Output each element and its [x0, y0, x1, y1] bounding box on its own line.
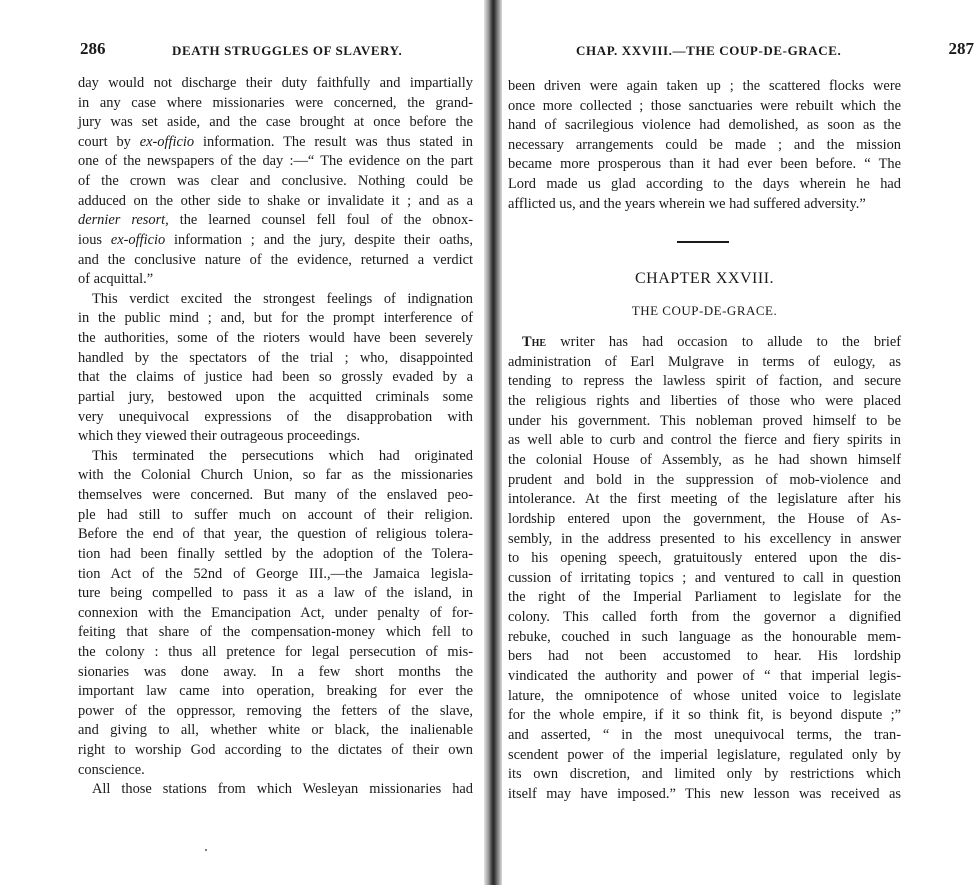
text-segment: lordship entered upon the government, the House of As-: [508, 510, 901, 527]
text-line: [508, 116, 901, 136]
text-line: [508, 510, 901, 530]
text-segment: that the claims of justice had been so grossly evaded by a: [78, 369, 473, 386]
text-segment: bers had not been accustomed to hear. His lordship: [508, 648, 901, 665]
text-segment: the authorities, some of the rioters would have been severely: [78, 330, 473, 347]
text-line: [78, 152, 473, 172]
text-segment: with the Colonial Church Union, so far as the missionaries: [78, 467, 473, 484]
text-segment: lature, the omnipotence of whose united voice to legislate: [508, 687, 901, 704]
text-segment: important law came into operation, breaking for ever the: [78, 683, 473, 700]
text-line: [508, 588, 901, 608]
text-line: [78, 447, 473, 467]
text-line: [508, 155, 901, 175]
text-line: [78, 545, 473, 565]
text-line: [78, 270, 473, 290]
text-line: [508, 706, 901, 726]
right-page-header: [576, 40, 974, 64]
text-line: [508, 746, 901, 766]
text-line: [78, 408, 473, 428]
text-segment: ious: [78, 231, 111, 248]
text-segment: of the crown was clear and conclusive. Nothing could be: [78, 173, 473, 190]
text-segment: tion Act of the 52nd of George III.,—the Jamaica legisla-: [78, 565, 473, 582]
text-line: [78, 604, 473, 624]
text-segment: hand of sacrilegious violence had demolished, as soon as the: [508, 117, 901, 134]
left-page-number: 286: [80, 39, 106, 58]
text-segment: Before the end of that year, the question of religious tolera-: [78, 526, 473, 543]
text-line: [508, 471, 901, 491]
text-line: [78, 388, 473, 408]
text-line: [508, 687, 901, 707]
text-line: [78, 486, 473, 506]
text-segment: feiting that share of the compensation-money which fell to: [78, 624, 473, 641]
text-segment: of acquittal.”: [78, 271, 154, 288]
text-segment: in the public mind ; and, but for the prompt interference of: [78, 310, 473, 327]
text-segment: as well able to curb and control the fierce and fiery spirits in: [508, 432, 901, 449]
text-line: [508, 372, 901, 392]
text-segment: afflicted us, and the years wherein we had suffered adversity.”: [508, 195, 866, 212]
text-segment: jury was set aside, and the case brought at once before the: [78, 114, 473, 131]
text-line: [78, 329, 473, 349]
text-segment: colony. This called forth from the governor a dignified: [508, 609, 901, 626]
text-segment: for the whole empire, if it so think fit, is beyond dispute ;”: [508, 707, 901, 724]
text-line: [78, 741, 473, 761]
text-line: [78, 466, 473, 486]
text-segment: sembly, in the address presented to his excellency in answer: [508, 530, 901, 547]
text-segment: the colony : thus all pretence for legal persecution of mis-: [78, 643, 473, 660]
italic-text: dernier resort,: [78, 212, 169, 229]
text-line: [78, 290, 473, 310]
text-line: [78, 721, 473, 741]
left-running-title: DEATH STRUGGLES OF SLAVERY.: [172, 43, 403, 58]
text-line: [78, 231, 473, 251]
text-segment: and giving to all, whether white or black, the inalienable: [78, 722, 473, 739]
text-line: [78, 682, 473, 702]
text-line: [78, 113, 473, 133]
text-segment: cussion of irritating topics ; and ventured to call in question: [508, 569, 901, 586]
text-segment: in any case where missionaries were concerned, the grand-: [78, 94, 473, 111]
text-line: [78, 663, 473, 683]
text-segment: information ; and the jury, despite their oaths,: [165, 231, 473, 248]
text-segment: adduced on the other side to shake or invalidate it ; and as a: [78, 192, 473, 209]
text-segment: very unequivocal expressions of the disapprobation with: [78, 408, 473, 425]
text-line: [508, 726, 901, 746]
text-line: [508, 97, 901, 117]
text-segment: writer has had occasion to allude to the brief: [546, 334, 901, 350]
text-line: [508, 431, 901, 451]
scan-speck: [205, 849, 207, 851]
small-caps-text: The: [522, 334, 547, 350]
text-line: [78, 349, 473, 369]
text-line: [78, 702, 473, 722]
text-segment: Lord made us glad according to the days wherein he had: [508, 176, 901, 192]
text-segment: information. The result was thus stated in: [194, 133, 474, 150]
text-segment: the learned counsel fell foul of the obnox-: [168, 212, 473, 229]
text-segment: necessary arrangements could be made ; and the mission: [508, 136, 901, 153]
text-line: [508, 333, 901, 353]
text-line: [508, 195, 901, 215]
right-page: [500, 0, 980, 885]
text-line: [78, 368, 473, 388]
text-segment: rebuke, couched in such language as the honourable mem-: [508, 628, 901, 645]
text-segment: one of the newspapers of the day :—“ The evidence on the part: [78, 153, 473, 170]
text-segment: ple had still to suffer much on account of their religion.: [78, 506, 473, 523]
text-segment: ture being compelled to pass it as a law of the island, in: [78, 585, 473, 602]
text-segment: its own discretion, and limited only by restrictions which: [508, 766, 901, 783]
text-segment: been driven were again taken up ; the scattered flocks were: [508, 78, 901, 94]
text-line: [508, 765, 901, 785]
text-line: [78, 780, 473, 800]
text-line: [508, 77, 901, 97]
text-segment: which they viewed their outrageous proceedings.: [78, 428, 361, 445]
text-line: [508, 175, 901, 195]
text-line: [78, 133, 473, 153]
text-line: [508, 451, 901, 471]
text-segment: intolerance. At the first meeting of the legislature after his: [508, 491, 901, 508]
text-segment: tion had been finally settled by the adoption of the Tolera-: [78, 545, 473, 562]
text-segment: right to worship God according to the dictates of their own: [78, 742, 473, 759]
text-segment: tending to repress the lawless spirit of faction, and secure: [508, 373, 901, 390]
text-segment: vindicated the authority and power of “ that imperial legis-: [508, 668, 901, 685]
text-line: [508, 136, 901, 156]
text-line: [508, 628, 901, 648]
text-line: [508, 569, 901, 589]
text-segment: connexion with the Emancipation Act, under penalty of for-: [78, 604, 473, 621]
text-segment: the religious rights and liberties of those who were placed: [508, 392, 901, 409]
text-segment: the colonial House of Assembly, as he had shown himself: [508, 451, 901, 468]
text-line: [78, 565, 473, 585]
text-segment: This verdict excited the strongest feelings of indignation: [92, 290, 473, 307]
text-line: [78, 172, 473, 192]
text-line: [78, 623, 473, 643]
text-segment: themselves were concerned. But many of the enslaved peo-: [78, 487, 473, 504]
text-line: [508, 785, 901, 805]
text-line: [508, 530, 901, 550]
text-segment: and the conclusive nature of the evidence, returned a verdict: [78, 251, 473, 268]
text-segment: scendent power of the imperial legislature, regulated only by: [508, 746, 901, 763]
italic-text: ex-officio: [139, 133, 195, 150]
text-line: [78, 506, 473, 526]
text-segment: and asserted, “ in the most unequivocal terms, the tran-: [508, 727, 901, 743]
text-line: [508, 608, 901, 628]
text-line: [78, 761, 473, 781]
text-segment: conscience.: [78, 761, 145, 778]
right-page-number: 287: [948, 39, 974, 58]
text-line: [78, 94, 473, 114]
text-segment: the right of the Imperial Parliament to legislate for the: [508, 589, 901, 606]
text-segment: sionaries was done away. In a few short months the: [78, 663, 473, 680]
text-line: [78, 211, 473, 231]
text-line: [78, 309, 473, 329]
text-segment: prudent and bold in the suppression of mob-violence and: [508, 471, 901, 488]
left-page-header: [80, 40, 475, 64]
section-divider-rule: [677, 241, 729, 243]
text-segment: itself may have imposed.” This new lesson was received as: [508, 785, 901, 802]
text-segment: partial jury, bestowed upon the acquitted criminals some: [78, 388, 473, 405]
text-segment: once more collected ; those sanctuaries were rebuilt which the: [508, 97, 901, 114]
text-line: [78, 525, 473, 545]
chapter-subtitle: THE COUP-DE-GRACE.: [631, 303, 778, 318]
text-segment: administration of Earl Mulgrave in terms of eulogy, as: [508, 353, 901, 370]
text-line: [508, 667, 901, 687]
text-line: [78, 251, 473, 271]
left-page: [0, 0, 486, 885]
text-segment: power of the oppressor, removing the fetters of the slave,: [78, 702, 473, 719]
text-line: [78, 192, 473, 212]
right-running-title: CHAP. XXVIII.—THE COUP-DE-GRACE.: [576, 43, 842, 58]
text-line: [508, 392, 901, 412]
text-line: [78, 584, 473, 604]
text-segment: to his opening speech, gratuitously entered upon the dis-: [508, 550, 901, 567]
text-line: [78, 643, 473, 663]
text-line: [78, 74, 473, 94]
text-line: [78, 427, 473, 447]
text-segment: This terminated the persecutions which had originated: [92, 447, 473, 464]
text-segment: became more prosperous than it had ever been before. “ The: [508, 156, 901, 173]
text-line: [508, 490, 901, 510]
text-segment: under his government. This nobleman proved himself to be: [508, 412, 901, 429]
italic-text: ex-officio: [110, 231, 166, 248]
text-segment: court by: [78, 133, 140, 150]
text-line: [508, 353, 901, 373]
chapter-heading: CHAPTER XXVIII.: [634, 270, 775, 287]
text-line: [508, 549, 901, 569]
text-segment: handled by the spectators of the trial ; who, disappointed: [78, 349, 473, 366]
text-segment: All those stations from which Wesleyan missionaries had: [92, 781, 473, 798]
text-line: [508, 412, 901, 432]
text-segment: day would not discharge their duty faithfully and impartially: [78, 75, 473, 91]
text-line: [508, 647, 901, 667]
